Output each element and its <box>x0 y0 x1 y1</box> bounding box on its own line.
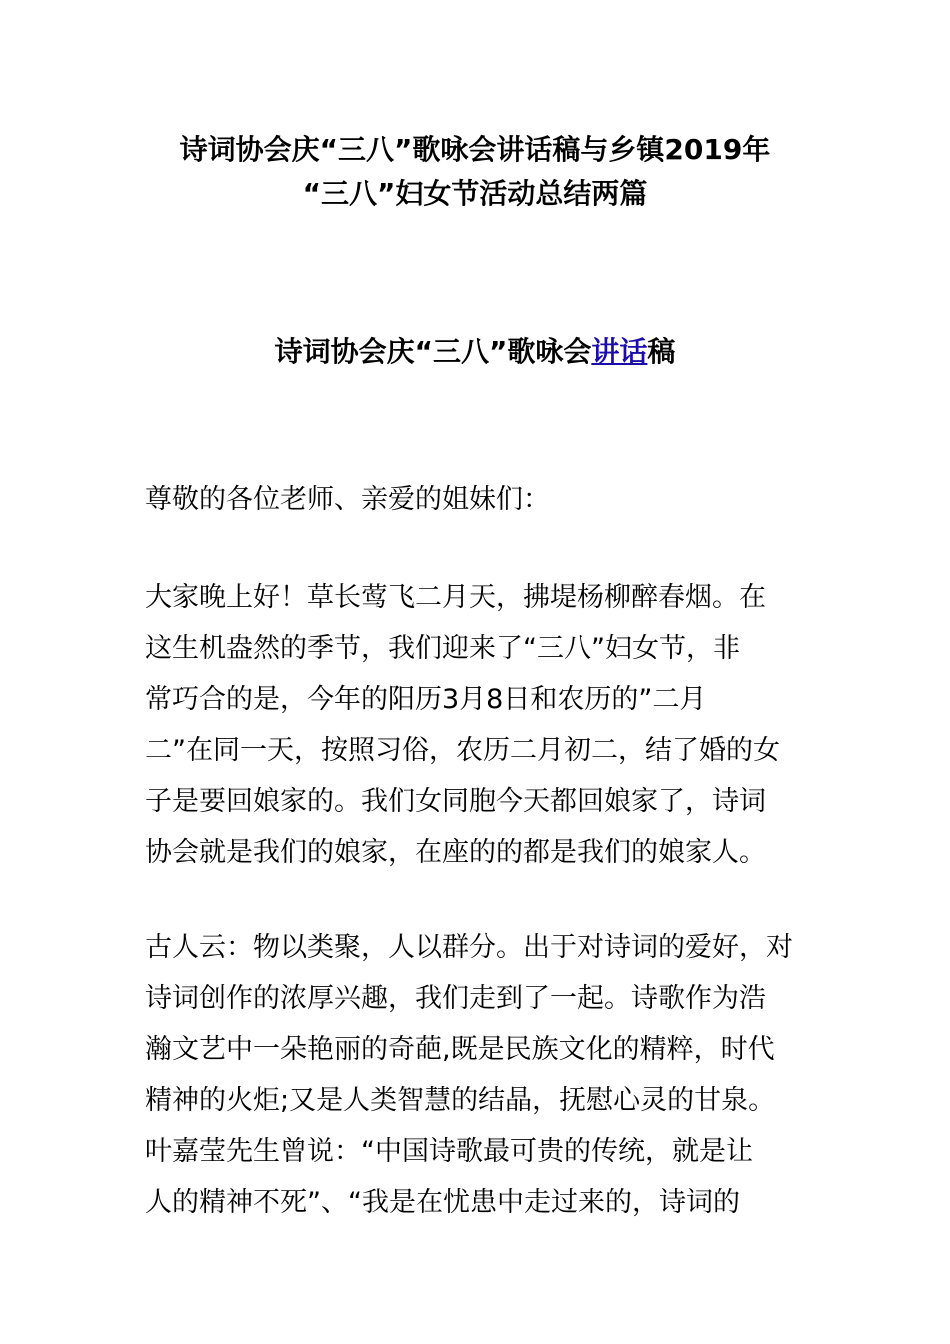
paragraph-2 <box>145 922 807 1228</box>
section-title-text: 诗词协会庆“三八”歌咏会 <box>274 335 592 368</box>
paragraph-line: 古人云：物以类聚，人以群分。出于对诗词的爱好，对 <box>145 932 793 963</box>
document-title-line-2: “三八”妇女节活动总结两篇 <box>302 177 648 210</box>
paragraph-line: 人的精神不死”、“我是在忧患中走过来的，诗词的 <box>145 1187 740 1218</box>
greeting-paragraph <box>145 474 807 525</box>
document-title <box>0 128 950 216</box>
paragraph-line: 诗词创作的浓厚兴趣，我们走到了一起。诗歌作为浩 <box>145 983 766 1014</box>
paragraph-1 <box>145 572 807 878</box>
paragraph-line: 大家晚上好！草长莺飞二月天，拂堤杨柳醉春烟。在 <box>145 582 766 613</box>
paragraph-line: 精神的火炬;又是人类智慧的结晶，抚慰心灵的甘泉。 <box>145 1085 776 1116</box>
document-title-line-1: 诗词协会庆“三八”歌咏会讲话稿与乡镇2019年 <box>179 133 771 166</box>
paragraph-line: 这生机盎然的季节，我们迎来了“三八”妇女节，非 <box>145 633 740 664</box>
paragraph-line: 瀚文艺中一朵艳丽的奇葩,既是民族文化的精粹，时代 <box>145 1034 775 1065</box>
paragraph-line: 协会就是我们的娘家，在座的的都是我们的娘家人。 <box>145 837 766 868</box>
paragraph-line: 叶嘉莹先生曾说：“中国诗歌最可贵的传统，就是让 <box>145 1136 753 1167</box>
section-title <box>0 332 950 372</box>
section-title-link[interactable]: 讲话 <box>591 335 648 368</box>
paragraph-line: 常巧合的是，今年的阳历3月8日和农历的”二月 <box>145 684 707 715</box>
paragraph-line: 子是要回娘家的。我们女同胞今天都回娘家了，诗词 <box>145 786 766 817</box>
section-title-suffix: 稿 <box>647 335 676 368</box>
paragraph-line: 二”在同一天，按照习俗，农历二月初二，结了婚的女 <box>145 735 780 766</box>
greeting-line: 尊敬的各位老师、亲爱的姐妹们： <box>145 484 550 515</box>
